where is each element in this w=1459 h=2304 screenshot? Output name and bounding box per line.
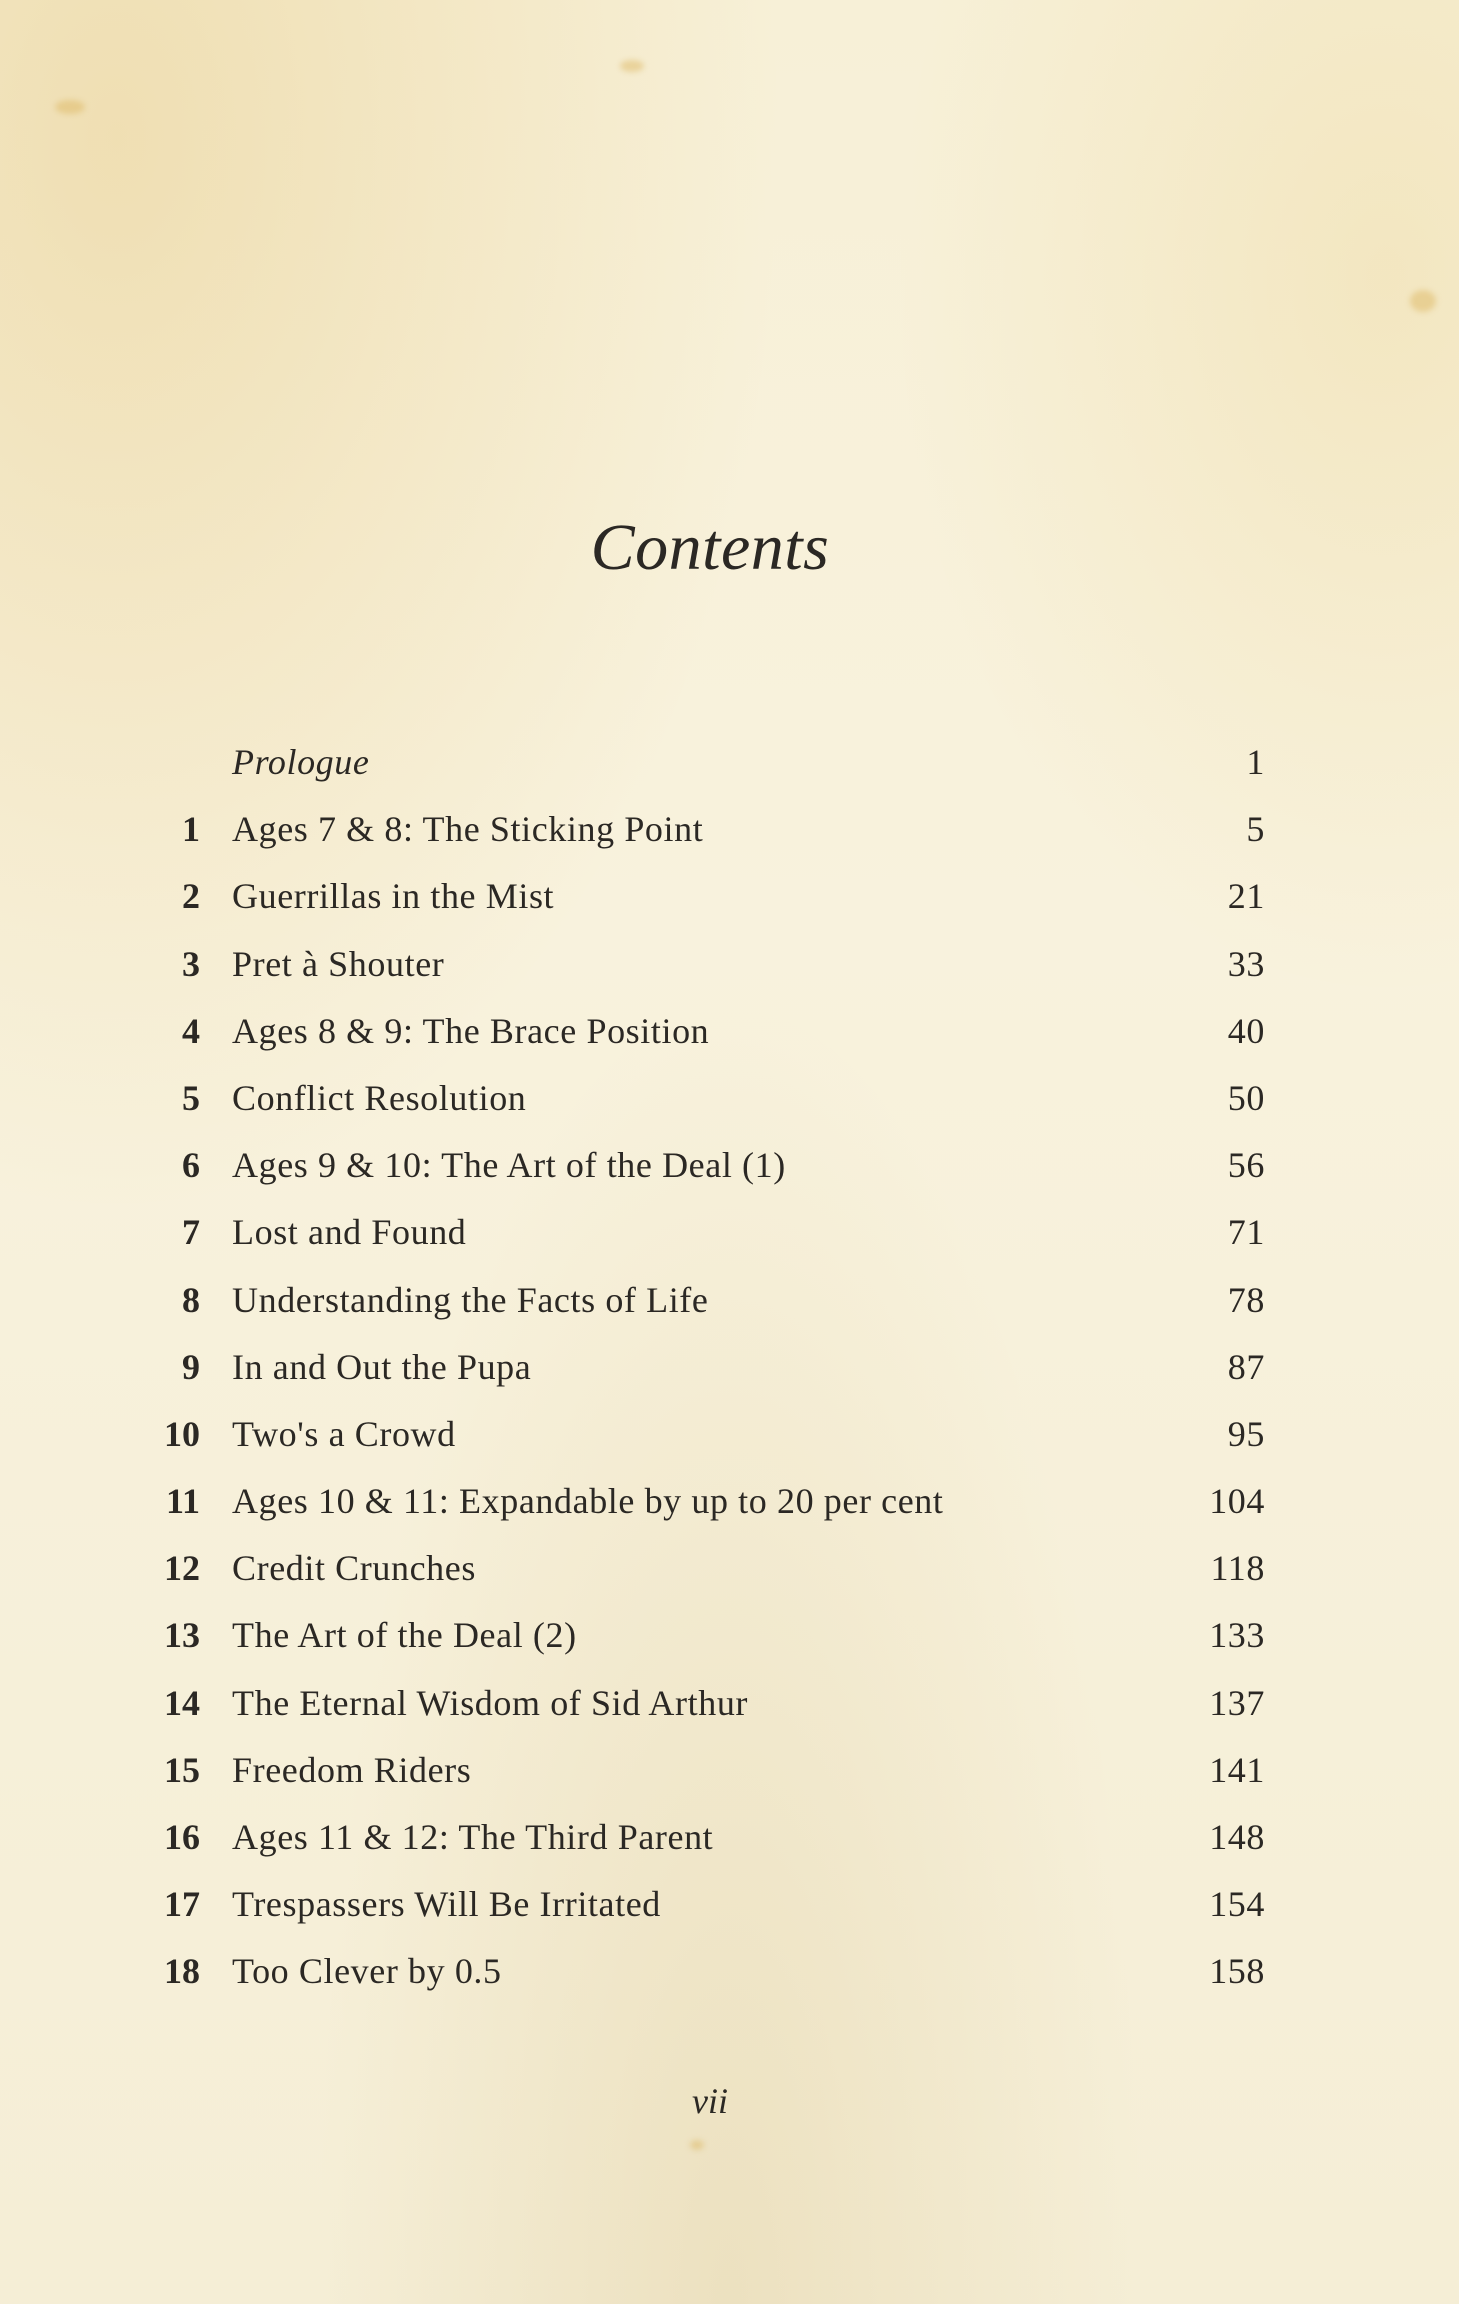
chapter-page-number: 78 [1227, 1279, 1265, 1320]
paper-stain [1410, 290, 1436, 312]
paper-stain [620, 60, 644, 72]
chapter-number: 5 [182, 1077, 200, 1118]
toc-entry [150, 1608, 1265, 1675]
table-of-contents [150, 735, 1265, 2012]
chapter-title: Trespassers Will Be Irritated [232, 1884, 661, 1925]
toc-entry [150, 802, 1265, 869]
chapter-number: 16 [164, 1817, 200, 1857]
chapter-number: 7 [182, 1212, 200, 1253]
toc-entry [150, 937, 1265, 1004]
chapter-page-number: 133 [1209, 1615, 1265, 1656]
chapter-title: Guerrillas in the Mist [232, 876, 555, 917]
chapter-number: 9 [182, 1346, 200, 1387]
chapter-page-number: 137 [1209, 1682, 1265, 1723]
toc-entry [150, 1743, 1265, 1810]
toc-entry [150, 1071, 1265, 1138]
chapter-page-number: 1 [1246, 742, 1265, 782]
toc-entry [150, 1205, 1265, 1272]
chapter-title: The Eternal Wisdom of Sid Arthur [232, 1682, 749, 1723]
chapter-page-number: 33 [1227, 943, 1265, 984]
chapter-title: Ages 9 & 10: The Art of the Deal (1) [232, 1145, 786, 1186]
chapter-number: 11 [165, 1481, 200, 1522]
chapter-title: Credit Crunches [232, 1548, 476, 1589]
toc-entry [150, 1474, 1265, 1541]
chapter-page-number: 104 [1209, 1481, 1265, 1522]
chapter-title: The Art of the Deal (2) [232, 1615, 577, 1656]
toc-entry [150, 1138, 1265, 1205]
chapter-title: Ages 10 & 11: Expandable by up to 20 per cent [232, 1481, 944, 1522]
page-title: Contents [590, 511, 830, 584]
toc-entry [150, 1810, 1265, 1877]
chapter-title: Freedom Riders [232, 1749, 472, 1790]
chapter-title: Conflict Resolution [232, 1077, 527, 1118]
toc-entry [150, 1407, 1265, 1474]
chapter-title: Understanding the Facts of Life [232, 1279, 709, 1320]
chapter-number: 1 [182, 809, 200, 850]
chapter-page-number: 21 [1227, 876, 1265, 917]
toc-entry [150, 1273, 1265, 1340]
chapter-page-number: 148 [1209, 1817, 1265, 1857]
chapter-page-number: 118 [1210, 1548, 1265, 1589]
chapter-title: Ages 8 & 9: The Brace Position [232, 1010, 710, 1051]
toc-entry [150, 1676, 1265, 1743]
chapter-number: 13 [164, 1615, 200, 1656]
chapter-title: Prologue [232, 742, 370, 782]
chapter-title: Two's a Crowd [232, 1413, 456, 1454]
chapter-page-number: 50 [1227, 1077, 1265, 1118]
chapter-number: 6 [182, 1145, 200, 1186]
toc-entry [150, 1004, 1265, 1071]
chapter-page-number: 154 [1209, 1884, 1265, 1925]
toc-entry [150, 735, 1265, 802]
chapter-number: 2 [182, 876, 200, 917]
chapter-title: Lost and Found [232, 1212, 467, 1253]
chapter-page-number: 71 [1227, 1212, 1265, 1253]
chapter-title: Too Clever by 0.5 [232, 1951, 502, 1992]
chapter-page-number: 158 [1209, 1951, 1265, 1992]
chapter-page-number: 56 [1227, 1145, 1265, 1186]
toc-entry [150, 869, 1265, 936]
toc-entry [150, 1877, 1265, 1944]
chapter-title: Pret à Shouter [232, 943, 445, 984]
chapter-number: 3 [182, 943, 200, 984]
chapter-number: 8 [182, 1279, 200, 1320]
chapter-page-number: 5 [1246, 809, 1265, 850]
chapter-title: Ages 11 & 12: The Third Parent [232, 1817, 714, 1857]
chapter-number: 10 [164, 1413, 200, 1454]
chapter-page-number: 95 [1227, 1413, 1265, 1454]
chapter-number: 14 [164, 1682, 200, 1723]
toc-entry [150, 1944, 1265, 2011]
chapter-number: 15 [164, 1749, 200, 1790]
toc-entry [150, 1541, 1265, 1608]
paper-stain [55, 100, 85, 114]
toc-entry [150, 1340, 1265, 1407]
chapter-title: Ages 7 & 8: The Sticking Point [232, 809, 704, 850]
chapter-number: 17 [164, 1884, 200, 1925]
chapter-number: 12 [164, 1548, 200, 1589]
chapter-page-number: 40 [1227, 1010, 1265, 1051]
chapter-title: In and Out the Pupa [232, 1346, 532, 1387]
paper-stain [690, 2140, 704, 2150]
chapter-number: 4 [182, 1010, 200, 1051]
chapter-page-number: 141 [1209, 1749, 1265, 1790]
page-number: vii [692, 2081, 728, 2121]
chapter-number: 18 [164, 1951, 200, 1992]
chapter-page-number: 87 [1227, 1346, 1265, 1387]
